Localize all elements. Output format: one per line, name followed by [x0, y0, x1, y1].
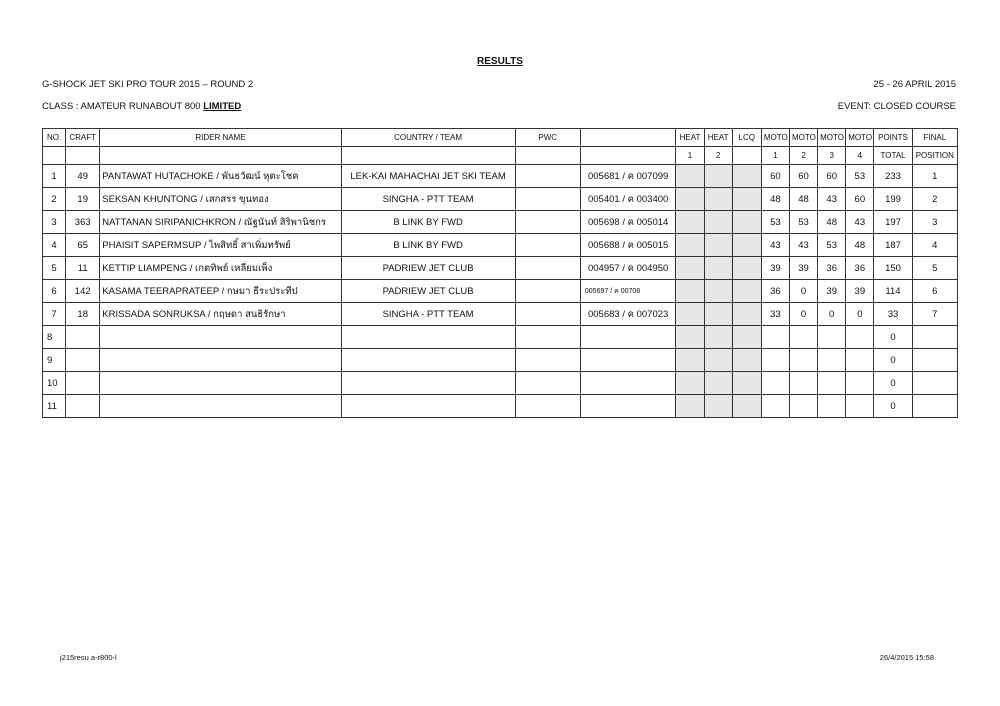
- row-heat1: [676, 165, 704, 188]
- row-rider: SEKSAN KHUNTONG / เสกสรร ขุนทอง: [100, 188, 341, 211]
- col-reg: [580, 129, 676, 147]
- row-pwc: [515, 280, 580, 303]
- row-team: PADRIEW JET CLUB: [341, 280, 515, 303]
- row-reg: 005683 / ค 007023: [580, 303, 676, 326]
- row-heat1: [676, 280, 704, 303]
- row-craft: 11: [66, 257, 100, 280]
- table-row: [43, 234, 958, 257]
- row-team: PADRIEW JET CLUB: [341, 257, 515, 280]
- col-moto4: MOTO: [846, 129, 874, 147]
- row-reg: [580, 349, 676, 372]
- table-row: [43, 188, 958, 211]
- row-total: 150: [874, 257, 912, 280]
- row-heat2: [704, 372, 732, 395]
- row-moto3: [818, 349, 846, 372]
- row-craft: 18: [66, 303, 100, 326]
- col-rider: RIDER NAME: [100, 129, 341, 147]
- col-heat2-sub: 2: [704, 147, 732, 165]
- row-heat2: [704, 165, 732, 188]
- row-heat2: [704, 395, 732, 418]
- row-pwc: [515, 372, 580, 395]
- row-team: B LINK BY FWD: [341, 234, 515, 257]
- row-no: 10: [43, 372, 66, 395]
- table-row: [43, 326, 958, 349]
- row-craft: 19: [66, 188, 100, 211]
- row-rider: [100, 326, 341, 349]
- row-heat1: [676, 326, 704, 349]
- row-position: [912, 326, 957, 349]
- row-reg: [580, 395, 676, 418]
- row-reg: 005697 / ค 00708: [580, 280, 676, 303]
- row-moto1: [761, 395, 789, 418]
- col-moto4-sub: 4: [846, 147, 874, 165]
- col-moto2-sub: 2: [789, 147, 817, 165]
- row-position: 3: [912, 211, 957, 234]
- row-reg: 004957 / ค 004950: [580, 257, 676, 280]
- row-total: 0: [874, 395, 912, 418]
- row-pwc: [515, 395, 580, 418]
- col-heat1: HEAT: [676, 129, 704, 147]
- row-craft: 363: [66, 211, 100, 234]
- row-no: 7: [43, 303, 66, 326]
- row-reg: 005681 / ค 007099: [580, 165, 676, 188]
- row-craft: 65: [66, 234, 100, 257]
- row-moto4: [846, 326, 874, 349]
- row-moto2: 43: [789, 234, 817, 257]
- table-header: [43, 129, 958, 165]
- col-craft: CRAFT: [66, 129, 100, 147]
- row-pwc: [515, 257, 580, 280]
- class-line: [42, 101, 241, 112]
- col-no: NO.: [43, 129, 66, 147]
- row-moto2: [789, 372, 817, 395]
- row-moto1: 36: [761, 280, 789, 303]
- row-lcq: [732, 188, 761, 211]
- class-emphasis: LIMITED: [203, 101, 242, 112]
- row-moto4: 0: [846, 303, 874, 326]
- row-moto4: [846, 349, 874, 372]
- col-moto2: MOTO: [789, 129, 817, 147]
- row-position: [912, 372, 957, 395]
- row-moto3: [818, 326, 846, 349]
- row-moto4: [846, 395, 874, 418]
- row-moto3: 39: [818, 280, 846, 303]
- row-lcq: [732, 234, 761, 257]
- row-no: 11: [43, 395, 66, 418]
- row-team: LEK-KAI MAHACHAI JET SKI TEAM: [341, 165, 515, 188]
- row-team: [341, 372, 515, 395]
- row-moto4: 43: [846, 211, 874, 234]
- col-moto1: MOTO: [761, 129, 789, 147]
- row-moto4: 39: [846, 280, 874, 303]
- row-heat1: [676, 303, 704, 326]
- row-no: 6: [43, 280, 66, 303]
- row-team: SINGHA - PTT TEAM: [341, 188, 515, 211]
- row-no: 4: [43, 234, 66, 257]
- row-moto3: [818, 372, 846, 395]
- row-rider: NATTANAN SIRIPANICHKRON / ณัฐนันท์ สิริพานิชกร: [100, 211, 341, 234]
- row-position: 7: [912, 303, 957, 326]
- row-moto2: [789, 395, 817, 418]
- row-moto3: 43: [818, 188, 846, 211]
- row-total: 197: [874, 211, 912, 234]
- table-row: [43, 257, 958, 280]
- col-moto1-sub: 1: [761, 147, 789, 165]
- row-heat2: [704, 349, 732, 372]
- row-rider: [100, 372, 341, 395]
- row-heat1: [676, 372, 704, 395]
- row-position: 2: [912, 188, 957, 211]
- row-no: 5: [43, 257, 66, 280]
- row-craft: [66, 395, 100, 418]
- row-moto4: 48: [846, 234, 874, 257]
- row-total: 33: [874, 303, 912, 326]
- row-heat2: [704, 234, 732, 257]
- col-final-sub: POSITION: [912, 147, 957, 165]
- row-no: 2: [43, 188, 66, 211]
- col-points-sub: TOTAL: [874, 147, 912, 165]
- row-position: [912, 395, 957, 418]
- row-moto3: 53: [818, 234, 846, 257]
- table-row: [43, 303, 958, 326]
- row-heat1: [676, 395, 704, 418]
- row-heat2: [704, 280, 732, 303]
- row-moto2: 0: [789, 303, 817, 326]
- row-no: 3: [43, 211, 66, 234]
- row-moto3: 36: [818, 257, 846, 280]
- row-heat2: [704, 303, 732, 326]
- table-row: [43, 349, 958, 372]
- col-country: COUNTRY / TEAM: [341, 129, 515, 147]
- row-moto1: 43: [761, 234, 789, 257]
- row-pwc: [515, 165, 580, 188]
- col-points: POINTS: [874, 129, 912, 147]
- row-team: SINGHA - PTT TEAM: [341, 303, 515, 326]
- row-pwc: [515, 326, 580, 349]
- row-position: 4: [912, 234, 957, 257]
- table-body: [43, 165, 958, 418]
- row-rider: PHAISIT SAPERMSUP / ไพสิทธิ์ สาเพิ่มทรัพย์: [100, 234, 341, 257]
- table-row: [43, 211, 958, 234]
- footer-timestamp: 26/4/2015 15:58: [879, 653, 934, 662]
- row-moto1: 53: [761, 211, 789, 234]
- row-craft: 49: [66, 165, 100, 188]
- row-lcq: [732, 372, 761, 395]
- row-no: 9: [43, 349, 66, 372]
- row-moto1: 39: [761, 257, 789, 280]
- row-moto4: [846, 372, 874, 395]
- event-type: EVENT: CLOSED COURSE: [837, 101, 956, 112]
- row-pwc: [515, 303, 580, 326]
- row-moto1: [761, 349, 789, 372]
- row-rider: KRISSADA SONRUKSA / กฤษดา สนธิรักษา: [100, 303, 341, 326]
- row-rider: [100, 395, 341, 418]
- col-heat2: HEAT: [704, 129, 732, 147]
- row-reg: 005688 / ค 005015: [580, 234, 676, 257]
- row-heat1: [676, 349, 704, 372]
- table-row: [43, 280, 958, 303]
- row-moto4: 36: [846, 257, 874, 280]
- row-reg: [580, 372, 676, 395]
- row-position: 5: [912, 257, 957, 280]
- row-moto1: [761, 326, 789, 349]
- row-reg: [580, 326, 676, 349]
- row-rider: KASAMA TEERAPRATEEP / กษมา ธีระประทีป: [100, 280, 341, 303]
- table-row: [43, 372, 958, 395]
- row-craft: [66, 349, 100, 372]
- row-moto2: 0: [789, 280, 817, 303]
- row-moto2: 53: [789, 211, 817, 234]
- row-moto4: 53: [846, 165, 874, 188]
- col-final: FINAL: [912, 129, 957, 147]
- event-date: 25 - 26 APRIL 2015: [873, 79, 956, 90]
- row-total: 199: [874, 188, 912, 211]
- class-label: CLASS : AMATEUR RUNABOUT 800: [42, 101, 204, 112]
- row-lcq: [732, 395, 761, 418]
- row-moto1: 48: [761, 188, 789, 211]
- row-position: 1: [912, 165, 957, 188]
- row-moto2: 48: [789, 188, 817, 211]
- row-total: 114: [874, 280, 912, 303]
- row-total: 233: [874, 165, 912, 188]
- row-moto2: 60: [789, 165, 817, 188]
- col-moto3-sub: 3: [818, 147, 846, 165]
- row-total: 0: [874, 349, 912, 372]
- row-moto3: 48: [818, 211, 846, 234]
- row-craft: [66, 326, 100, 349]
- row-rider: PANTAWAT HUTACHOKE / พันธวัฒน์ หุตะโชค: [100, 165, 341, 188]
- row-rider: [100, 349, 341, 372]
- row-moto2: [789, 326, 817, 349]
- row-position: [912, 349, 957, 372]
- row-no: 8: [43, 326, 66, 349]
- row-reg: 005401 / ค 003400: [580, 188, 676, 211]
- row-lcq: [732, 211, 761, 234]
- row-heat1: [676, 257, 704, 280]
- row-lcq: [732, 280, 761, 303]
- row-moto1: [761, 372, 789, 395]
- row-heat1: [676, 188, 704, 211]
- row-craft: 142: [66, 280, 100, 303]
- row-total: 0: [874, 372, 912, 395]
- row-pwc: [515, 211, 580, 234]
- row-team: B LINK BY FWD: [341, 211, 515, 234]
- table-row: [43, 395, 958, 418]
- row-craft: [66, 372, 100, 395]
- row-moto2: 39: [789, 257, 817, 280]
- row-heat2: [704, 211, 732, 234]
- row-lcq: [732, 326, 761, 349]
- row-moto1: 33: [761, 303, 789, 326]
- row-heat2: [704, 326, 732, 349]
- row-heat2: [704, 257, 732, 280]
- row-team: [341, 349, 515, 372]
- row-team: [341, 326, 515, 349]
- row-moto2: [789, 349, 817, 372]
- row-reg: 005698 / ค 005014: [580, 211, 676, 234]
- row-no: 1: [43, 165, 66, 188]
- row-total: 0: [874, 326, 912, 349]
- row-heat1: [676, 211, 704, 234]
- row-moto3: 60: [818, 165, 846, 188]
- row-rider: KETTIP LIAMPENG / เกตทิพย์ เหลี่ยมเพ็ง: [100, 257, 341, 280]
- col-lcq: LCQ: [732, 129, 761, 147]
- header-row-top: [43, 129, 958, 147]
- table-row: [43, 165, 958, 188]
- col-moto3: MOTO: [818, 129, 846, 147]
- row-moto3: [818, 395, 846, 418]
- results-table: [42, 128, 958, 418]
- row-pwc: [515, 234, 580, 257]
- row-pwc: [515, 188, 580, 211]
- row-pwc: [515, 349, 580, 372]
- row-moto4: 60: [846, 188, 874, 211]
- row-moto1: 60: [761, 165, 789, 188]
- row-lcq: [732, 303, 761, 326]
- row-heat1: [676, 234, 704, 257]
- row-team: [341, 395, 515, 418]
- row-moto3: 0: [818, 303, 846, 326]
- page-title: RESULTS: [477, 56, 523, 67]
- row-lcq: [732, 257, 761, 280]
- col-pwc: PWC: [515, 129, 580, 147]
- row-total: 187: [874, 234, 912, 257]
- header-row-bottom: [43, 147, 958, 165]
- row-heat2: [704, 188, 732, 211]
- event-name: G-SHOCK JET SKI PRO TOUR 2015 – ROUND 2: [42, 79, 254, 90]
- row-position: 6: [912, 280, 957, 303]
- row-lcq: [732, 349, 761, 372]
- col-heat1-sub: 1: [676, 147, 704, 165]
- footer-code: j215resu a-r800-l: [60, 653, 117, 662]
- row-lcq: [732, 165, 761, 188]
